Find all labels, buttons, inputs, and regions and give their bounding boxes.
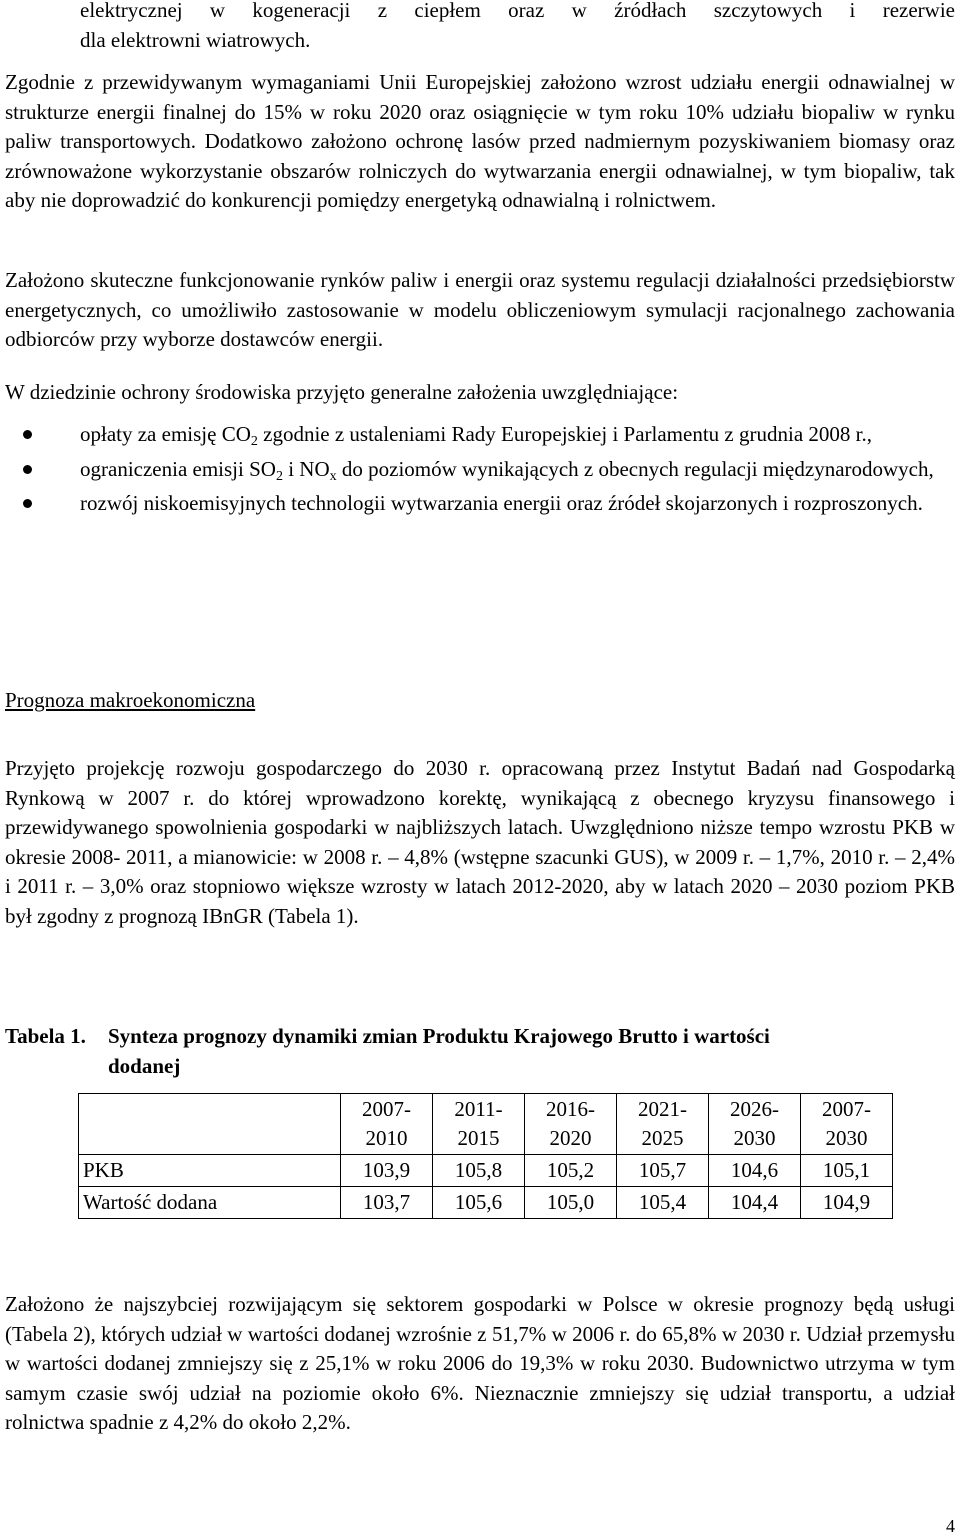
table-cell: 105,4 <box>617 1187 709 1219</box>
bullet-text: i NO <box>282 456 330 481</box>
bullet-text: do poziomów wynikających z obecnych regulacji międzynarodowych, <box>336 456 934 481</box>
environment-bullet-list <box>5 420 955 524</box>
table-cell: 105,6 <box>433 1187 525 1219</box>
bullet-text: zgodnie z ustaleniami Rady Europejskiej i Parlamentu z grudnia 2008 r., <box>257 422 872 446</box>
table-header-cell: 2011- 2015 <box>433 1094 525 1155</box>
paragraph-line: elektrycznej w kogeneracji z ciepłem oraz w źródłach szczytowych i rezerwie <box>80 0 955 22</box>
table-caption <box>5 1022 955 1081</box>
list-item <box>5 489 955 519</box>
section-heading: Prognoza makroekonomiczna <box>5 688 256 712</box>
table-cell: 105,0 <box>525 1187 617 1219</box>
table-cell: 104,6 <box>709 1155 801 1187</box>
bullet-icon <box>23 499 32 508</box>
table-cell: 105,1 <box>801 1155 893 1187</box>
paragraph-continued <box>5 0 955 55</box>
bullet-icon <box>23 465 32 474</box>
paragraph-sectors: Założono że najszybciej rozwijającym się sektorem gospodarki w Polsce w okresie prognozy będą usługi (Tabela 2), których udział w wartości dodanej wzrośnie z 51,7% w 2006 r. do 65,8% w 2030 r. Udział przemysłu w wartości dodanej zmniejszy się z 25,1% w roku 2006 do 19,3% w roku 2030. Budownictwo utrzyma w tym samym czasie swój udział na poziomie około 6%. Nieznacznie zmniejszy się udział transportu, a udział rolnictwa spadnie z 4,2% do około 2,2%. <box>5 1292 955 1434</box>
table-cell: 103,7 <box>341 1187 433 1219</box>
subscript: 2 <box>250 434 258 449</box>
bullet-icon <box>23 430 32 439</box>
bullet-text: opłaty za emisję CO <box>80 422 251 446</box>
table-cell: 104,4 <box>709 1187 801 1219</box>
paragraph-line: dla elektrowni wiatrowych. <box>80 27 311 52</box>
table-header-cell: 2026- 2030 <box>709 1094 801 1155</box>
list-item <box>5 455 955 485</box>
paragraph-renewables: Zgodnie z przewidywanym wymaganiami Unii Europejskiej założono wzrost udziału energii odnawialnej w strukturze energii finalnej do 15% w roku 2020 oraz osiągnięcie w tym roku 10% udziału biopaliw w rynku paliw transportowych. Dodatkowo założono ochronę lasów przed nadmiernym pozyskiwaniem biomasy oraz zrównoważone wykorzystanie obszarów rolniczych do wytwarzania energii odnawialnej, w tym biopaliw, tak aby nie doprowadzić do konkurencji pomiędzy energetyką odnawialną i rolnictwem. <box>5 70 955 212</box>
table-corner-cell <box>79 1094 341 1155</box>
table-row-label: Wartość dodana <box>79 1187 341 1219</box>
paragraph-markets: Założono skuteczne funkcjonowanie rynków paliw i energii oraz systemu regulacji działalności przedsiębiorstw energetycznych, co umożliwiło zastosowanie w modelu obliczeniowym symulacji racjonalnego zachowania odbiorców przy wyborze dostawców energii. <box>5 268 955 351</box>
bullet-text: ograniczenia emisji SO <box>80 456 276 481</box>
table-header-cell: 2016- 2020 <box>525 1094 617 1155</box>
table-caption-title: Synteza prognozy dynamiki zmian Produktu Krajowego Brutto i wartości <box>108 1024 770 1048</box>
page-number: 4 <box>946 1516 955 1536</box>
paragraph-environment-intro: W dziedzinie ochrony środowiska przyjęto generalne założenia uwzględniające: <box>5 380 679 404</box>
table-cell: 103,9 <box>341 1155 433 1187</box>
table-caption-title-cont: dodanej <box>108 1053 181 1078</box>
bullet-text: rozwój niskoemisyjnych technologii wytwarzania energii oraz źródeł skojarzonych i rozproszonych. <box>80 491 923 515</box>
paragraph-macroeconomic: Przyjęto projekcję rozwoju gospodarczego do 2030 r. opracowaną przez Instytut Badań nad Gospodarką Rynkową w 2007 r. do której wprowadzono korektę, wynikającą z obecnego kryzysu finansowego i przewidywanego spowolnienia gospodarki w najbliższych latach. Uwzględniono niższe tempo wzrostu PKB w okresie 2008- 2011, a mianowicie: w 2008 r. – 4,8% (wstępne szacunki GUS), w 2009 r. – 1,7%, 2010 r. – 2,4% i 2011 r. – 3,0% oraz stopniowo większe wzrosty w latach 2012-2020, aby w latach 2020 – 2030 poziom PKB był zgodny z prognozą IBnGR (Tabela 1). <box>5 756 955 928</box>
list-item <box>5 420 955 450</box>
table-row-label: PKB <box>79 1155 341 1187</box>
table-cell: 105,2 <box>525 1155 617 1187</box>
subscript: 2 <box>275 468 283 484</box>
table-row <box>79 1155 893 1187</box>
table-cell: 104,9 <box>801 1187 893 1219</box>
table-row <box>79 1187 893 1219</box>
table-cell: 105,7 <box>617 1155 709 1187</box>
table-header-cell: 2007- 2030 <box>801 1094 893 1155</box>
table-header-cell: 2021- 2025 <box>617 1094 709 1155</box>
subscript: x <box>329 468 337 484</box>
table-header-cell: 2007- 2010 <box>341 1094 433 1155</box>
table-caption-label: Tabela 1. <box>5 1024 86 1048</box>
table-cell: 105,8 <box>433 1155 525 1187</box>
gdp-forecast-table <box>78 1093 893 1219</box>
table-header-row <box>79 1094 893 1155</box>
